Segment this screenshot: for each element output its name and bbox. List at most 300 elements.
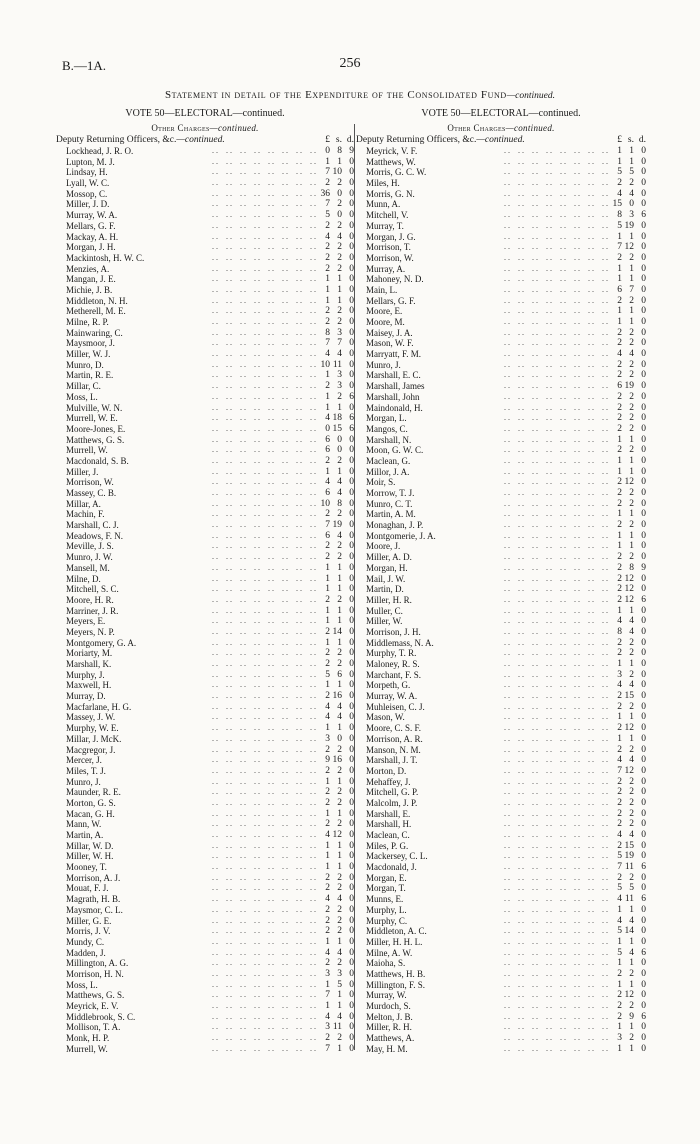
table-row: [356, 702, 646, 713]
payee-name: Mail, J. W.: [366, 573, 406, 584]
table-row: [356, 403, 646, 414]
payee-name: Middleton, A. C.: [366, 926, 427, 937]
pounds-value: 4: [617, 755, 622, 766]
payee-name: Matthews, A.: [366, 1033, 415, 1044]
payee-name-cell: [56, 253, 318, 264]
shillings-value: 1: [337, 851, 342, 862]
payee-name: Miller, A. D.: [366, 552, 412, 563]
table-row: [56, 1044, 354, 1055]
payee-name: Murrell, W. E.: [66, 413, 118, 424]
pounds-value: 6: [617, 284, 622, 295]
payee-name-cell: [356, 157, 610, 168]
shillings-value: 3: [337, 968, 342, 979]
table-row: [56, 392, 354, 403]
table-row: [56, 680, 354, 691]
table-row: [56, 520, 354, 531]
payee-name-cell: [56, 659, 318, 670]
shillings-value: 2: [337, 552, 342, 563]
pounds-value: 1: [617, 156, 622, 167]
pounds-value: 2: [325, 509, 330, 520]
pence-value: 0: [641, 659, 646, 669]
pounds-value: 4: [325, 894, 330, 905]
payee-name: Macdonald, J.: [366, 862, 417, 873]
pence-value: 0: [349, 594, 354, 605]
table-row: [56, 1022, 354, 1033]
payee-name-cell: [56, 317, 318, 328]
payee-name: Mulville, W. N.: [66, 402, 123, 413]
pence-value: 0: [641, 552, 646, 563]
pence-value: 0: [641, 765, 646, 776]
table-row: [56, 210, 354, 221]
pounds-value: 2: [325, 691, 330, 702]
payee-name: Muller, C.: [366, 605, 403, 616]
pounds-value: 2: [325, 797, 330, 808]
payee-name-cell: [56, 798, 318, 809]
pounds-value: 7: [325, 167, 330, 178]
shillings-value: 15: [332, 423, 342, 434]
payee-name: Miller, W. H.: [66, 851, 114, 862]
deputy-heading: [56, 135, 318, 146]
pounds-value: 3: [617, 1033, 622, 1044]
table-row: [56, 595, 354, 606]
pounds-value: 2: [325, 904, 330, 915]
payee-name: Murphy, W. E.: [66, 723, 119, 734]
column-divider: [354, 124, 355, 1050]
payee-name: Mossop, C.: [66, 188, 108, 199]
payee-name-cell: [356, 830, 610, 841]
column-header: [56, 135, 354, 146]
pounds-value: 2: [325, 263, 330, 274]
shillings-value: 1: [629, 274, 634, 285]
pounds-value: 2: [325, 765, 330, 776]
payee-name: Murphy, C.: [366, 915, 408, 926]
payee-name-cell: [356, 584, 610, 595]
pounds-value: 4: [617, 188, 622, 199]
pounds-value: 2: [617, 338, 622, 349]
pence-value: 0: [349, 584, 354, 595]
pounds-value: 4: [325, 1011, 330, 1022]
table-row: [356, 531, 646, 542]
payee-name: Morton, D.: [366, 765, 407, 776]
table-row: [56, 541, 354, 552]
table-row: [56, 766, 354, 777]
payee-name-cell: [56, 873, 318, 884]
payee-name: Mitchell, S. C.: [66, 584, 119, 595]
payee-name-cell: [356, 873, 610, 884]
payee-name-cell: [356, 670, 610, 681]
shillings-value: 1: [629, 146, 634, 156]
payee-name: Munro, J. W.: [66, 552, 113, 563]
pence-value: 0: [641, 263, 646, 274]
pence-value: 0: [349, 317, 354, 327]
payee-name-cell: [356, 392, 610, 403]
payee-name: Mansell, M.: [66, 562, 110, 573]
shillings-value: 11: [332, 359, 342, 370]
pounds-value: 1: [325, 584, 330, 595]
shillings-value: 8: [337, 146, 342, 156]
table-row: [356, 1001, 646, 1012]
shillings-value: 2: [337, 787, 342, 798]
payee-name-cell: [356, 264, 610, 275]
pence-header: d.: [638, 135, 646, 145]
shillings-value: 3: [337, 327, 342, 338]
shillings-value: 7: [629, 284, 634, 295]
shillings-value: 1: [337, 776, 342, 787]
payee-name-cell: [56, 980, 318, 991]
pounds-value: 1: [325, 284, 330, 295]
payee-name-cell: [356, 958, 610, 969]
pence-value: 0: [349, 712, 354, 723]
pence-value: 0: [641, 626, 646, 637]
shillings-value: 2: [337, 455, 342, 466]
left-column: [56, 107, 354, 1054]
payee-name: Moore, J.: [366, 541, 401, 552]
pounds-value: 3: [325, 733, 330, 744]
table-row: [56, 370, 354, 381]
payee-name-cell: [56, 467, 318, 478]
pence-value: 0: [349, 455, 354, 466]
table-row: [56, 638, 354, 649]
payee-name: Mellars, G. F.: [66, 220, 116, 231]
pence-value: 0: [349, 156, 354, 167]
table-row: [56, 841, 354, 852]
payee-name-cell: [356, 745, 610, 756]
shillings-value: 2: [629, 648, 634, 659]
table-row: [356, 413, 646, 424]
pounds-value: 2: [325, 958, 330, 969]
pounds-value: 4: [325, 349, 330, 360]
other-charges-heading: [56, 121, 354, 135]
pence-value: 0: [349, 349, 354, 360]
pounds-value: 2: [617, 445, 622, 456]
table-row: [56, 830, 354, 841]
table-row: [356, 477, 646, 488]
shillings-value: 12: [624, 594, 634, 605]
pence-value: 0: [641, 520, 646, 531]
payee-name-cell: [56, 723, 318, 734]
shillings-value: 5: [629, 167, 634, 178]
table-row: [56, 285, 354, 296]
payee-name-cell: [56, 563, 318, 574]
payee-name-cell: [56, 221, 318, 232]
payee-name-cell: [56, 1033, 318, 1044]
pence-value: 0: [349, 488, 354, 498]
table-row: [56, 809, 354, 820]
table-row: [356, 520, 646, 531]
payee-name-cell: [356, 296, 610, 307]
table-row: [56, 413, 354, 424]
payee-name: Middlebrook, S. C.: [66, 1011, 136, 1022]
payee-name: Murray, D.: [66, 691, 106, 702]
payee-name-cell: [356, 488, 610, 499]
table-row: [356, 894, 646, 905]
payee-name-cell: [56, 574, 318, 585]
table-row: [56, 477, 354, 488]
pounds-value: 1: [617, 146, 622, 156]
table-row: [56, 403, 354, 414]
pounds-value: 1: [325, 466, 330, 477]
payee-name: Miller, W. J.: [66, 349, 111, 360]
pounds-value: 1: [617, 712, 622, 723]
table-row: [356, 296, 646, 307]
pence-value: 0: [641, 819, 646, 830]
payee-name: Marshall, H.: [366, 819, 412, 830]
pounds-value: 7: [325, 990, 330, 1001]
shillings-value: 4: [629, 188, 634, 199]
payee-name: Martin, A. M.: [366, 509, 416, 520]
payee-name-cell: [356, 1033, 610, 1044]
table-row: [356, 584, 646, 595]
shillings-value: 4: [337, 712, 342, 723]
shillings-value: 2: [629, 402, 634, 413]
table-row: [56, 606, 354, 617]
table-row: [356, 980, 646, 991]
table-row: [356, 798, 646, 809]
payee-name: Meyrick, E. V.: [66, 1001, 119, 1011]
pence-value: 0: [641, 541, 646, 552]
pounds-header: £: [617, 135, 622, 145]
pounds-value: 1: [617, 434, 622, 445]
payee-name: Murphy, J.: [66, 669, 105, 680]
table-row: [356, 381, 646, 392]
shillings-value: 4: [337, 894, 342, 905]
shillings-value: 1: [337, 284, 342, 295]
table-row: [56, 296, 354, 307]
payee-name: Meyers, N. P.: [66, 626, 115, 637]
shillings-value: 2: [337, 391, 342, 402]
payee-name: Morrison, W.: [66, 477, 114, 488]
pounds-value: 4: [325, 947, 330, 958]
payee-name: Millor, J. A.: [366, 466, 410, 477]
pounds-value: 4: [325, 231, 330, 242]
pounds-value: 7: [325, 520, 330, 531]
pence-value: 0: [641, 231, 646, 242]
shillings-value: 1: [629, 455, 634, 466]
pence-value: 0: [349, 776, 354, 787]
payee-name: Magrath, H. B.: [66, 894, 121, 905]
payee-name-cell: [356, 360, 610, 371]
pounds-value: 2: [617, 295, 622, 306]
payee-name-cell: [56, 851, 318, 862]
payee-name-cell: [356, 969, 610, 980]
pence-value: 0: [641, 359, 646, 370]
column-header: [356, 135, 646, 146]
payee-name: Morgan, H.: [366, 562, 408, 573]
shillings-value: 1: [629, 936, 634, 947]
pounds-value: 2: [325, 1033, 330, 1044]
table-row: [56, 905, 354, 916]
payee-name: Malcolm, J. P.: [366, 797, 418, 808]
payee-name-cell: [56, 777, 318, 788]
pounds-value: 4: [325, 477, 330, 488]
table-row: [56, 338, 354, 349]
pounds-value: 6: [325, 434, 330, 445]
shillings-value: 2: [629, 423, 634, 434]
pounds-value: 3: [325, 1022, 330, 1033]
shillings-value: 2: [337, 252, 342, 263]
payee-name-cell: [56, 905, 318, 916]
shillings-value: 15: [624, 840, 634, 851]
pounds-value: 1: [325, 723, 330, 734]
shillings-value: 14: [332, 626, 342, 637]
shillings-value: 2: [337, 915, 342, 926]
table-row: [56, 509, 354, 520]
table-row: [56, 360, 354, 371]
shillings-value: 15: [624, 691, 634, 702]
pounds-value: 2: [325, 744, 330, 755]
pence-value: 0: [641, 178, 646, 189]
pounds-value: 2: [617, 252, 622, 263]
shillings-value: 11: [332, 1022, 342, 1033]
payee-name-cell: [56, 766, 318, 777]
payee-name-cell: [356, 916, 610, 927]
shillings-value: 2: [337, 926, 342, 937]
shillings-value: 1: [629, 263, 634, 274]
pence-value: 0: [641, 776, 646, 787]
payee-name-cell: [356, 883, 610, 894]
payee-name-cell: [356, 841, 610, 852]
payee-name-cell: [356, 1012, 610, 1023]
pence-value: 0: [349, 338, 354, 349]
payee-name: Meville, J. S.: [66, 541, 114, 552]
pence-value: 0: [641, 712, 646, 723]
table-row: [356, 1022, 646, 1033]
payee-name-cell: [56, 435, 318, 446]
pounds-value: 2: [325, 926, 330, 937]
pounds-value: 1: [617, 659, 622, 669]
pence-value: 0: [349, 509, 354, 520]
payee-name-cell: [356, 413, 610, 424]
pounds-value: 2: [617, 648, 622, 659]
payee-name-cell: [356, 926, 610, 937]
pence-value: 0: [349, 552, 354, 563]
payee-name: Mitchell, G. P.: [366, 787, 419, 798]
payee-name-cell: [56, 242, 318, 253]
pence-value: 0: [349, 755, 354, 766]
pence-value: 0: [641, 349, 646, 360]
pence-value: 0: [641, 1001, 646, 1011]
pence-value: 0: [349, 979, 354, 990]
shillings-value: 1: [337, 573, 342, 584]
table-row: [56, 937, 354, 948]
shillings-value: 2: [629, 391, 634, 402]
pence-value: 0: [641, 295, 646, 306]
pence-value: 0: [349, 1001, 354, 1011]
pounds-value: 1: [617, 936, 622, 947]
payee-name-cell: [356, 146, 610, 157]
payee-name-cell: [56, 146, 318, 157]
payee-name: Matthews, W.: [366, 156, 416, 167]
payee-name: Murray, W.: [366, 990, 407, 1001]
pounds-value: 2: [617, 423, 622, 434]
shillings-value: 2: [629, 552, 634, 563]
pence-value: 0: [349, 669, 354, 680]
pence-value: 6: [641, 862, 646, 873]
payee-name: Marriner, J. R.: [66, 605, 119, 616]
table-row: [356, 873, 646, 884]
payee-name: Morrison, H. N.: [66, 968, 124, 979]
pence-value: 0: [349, 562, 354, 573]
shillings-value: 11: [624, 894, 634, 905]
payee-name: Maloney, R. S.: [366, 659, 420, 669]
pence-value: 0: [641, 840, 646, 851]
shillings-value: 2: [629, 701, 634, 712]
shillings-value: 2: [629, 776, 634, 787]
pence-value: 0: [349, 626, 354, 637]
pounds-value: 2: [325, 594, 330, 605]
payee-name-cell: [56, 937, 318, 948]
payee-name: Lyall, W. C.: [66, 178, 110, 189]
payee-name: Mundy, C.: [66, 936, 105, 947]
shillings-value: 5: [337, 979, 342, 990]
payee-name-cell: [356, 424, 610, 435]
shillings-value: 1: [337, 562, 342, 573]
payee-name-cell: [356, 167, 610, 178]
pounds-value: 1: [325, 776, 330, 787]
pence-value: 0: [641, 851, 646, 862]
payee-name-cell: [56, 958, 318, 969]
pence-value: 0: [641, 926, 646, 937]
payee-name: Mackay, A. H.: [66, 231, 119, 242]
table-row: [56, 232, 354, 243]
pence-value: 0: [349, 915, 354, 926]
table-row: [356, 755, 646, 766]
shillings-value: 2: [629, 968, 634, 979]
pounds-value: 2: [617, 477, 622, 488]
pence-value: 0: [641, 167, 646, 178]
table-row: [356, 199, 646, 210]
pounds-value: 2: [617, 968, 622, 979]
pence-value: 0: [349, 744, 354, 755]
table-row: [356, 445, 646, 456]
pounds-value: 1: [325, 156, 330, 167]
pounds-value: 2: [325, 787, 330, 798]
table-row: [56, 445, 354, 456]
payee-name: Miller, J.: [66, 466, 99, 477]
shillings-value: 8: [629, 562, 634, 573]
table-row: [356, 777, 646, 788]
table-row: [356, 488, 646, 499]
table-row: [356, 916, 646, 927]
table-row: [56, 851, 354, 862]
payee-name: Munro, C. T.: [366, 498, 413, 509]
shillings-value: 2: [337, 178, 342, 189]
pounds-value: 2: [617, 562, 622, 573]
pounds-value: 1: [617, 274, 622, 285]
pounds-value: 1: [325, 979, 330, 990]
pence-value: 0: [641, 306, 646, 317]
shillings-value: 2: [337, 744, 342, 755]
payee-name: Main, L.: [366, 284, 398, 295]
payee-name: Moore, C. S. F.: [366, 723, 422, 734]
payee-name-cell: [56, 509, 318, 520]
payee-name-cell: [356, 274, 610, 285]
payee-name: Massey, C. B.: [66, 488, 117, 498]
pence-value: 0: [641, 616, 646, 627]
payee-name: Murdoch, S.: [366, 1001, 411, 1011]
pence-value: 0: [641, 797, 646, 808]
payee-name-cell: [356, 509, 610, 520]
pence-value: 0: [641, 883, 646, 894]
pence-value: 0: [641, 338, 646, 349]
payee-name-cell: [56, 712, 318, 723]
pence-value: 0: [349, 284, 354, 295]
payee-name: Moore, H. R.: [66, 594, 114, 605]
table-row: [356, 926, 646, 937]
pounds-value: 7: [325, 1043, 330, 1054]
table-row: [356, 285, 646, 296]
table-row: [56, 424, 354, 435]
